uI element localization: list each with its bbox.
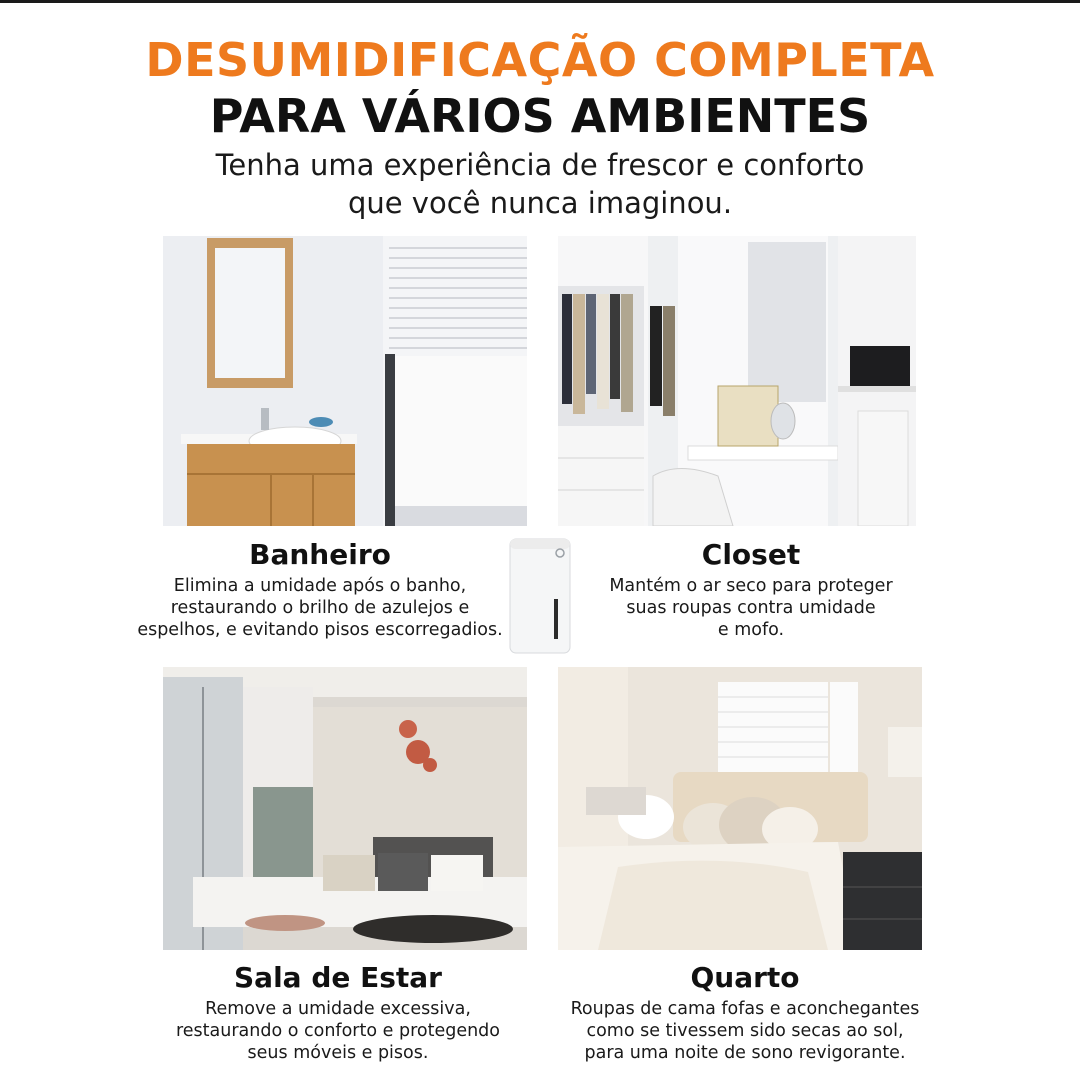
- room-description-line: espelhos, e evitando pisos escorregadios.: [137, 620, 503, 640]
- subtitle-line-2: que você nunca imaginou.: [347, 186, 733, 220]
- room-description-sala-de-estar: [148, 998, 528, 1064]
- living-room-photo: [163, 667, 527, 950]
- headline-secondary: PARA VÁRIOS AMBIENTES: [209, 89, 871, 143]
- room-description-line: e mofo.: [717, 620, 785, 640]
- room-description-line: Remove a umidade excessiva,: [205, 999, 471, 1019]
- room-description-line: restaurando o brilho de azulejos e: [170, 598, 470, 618]
- room-description-line: para uma noite de sono revigorante.: [584, 1043, 906, 1063]
- room-title-quarto: Quarto: [690, 961, 800, 994]
- subtitle-line-1: Tenha uma experiência de frescor e conforto: [215, 148, 865, 182]
- room-description-quarto: [540, 998, 950, 1064]
- room-description-closet: [576, 575, 926, 641]
- room-title-closet: Closet: [701, 538, 801, 571]
- room-description-line: seus móveis e pisos.: [247, 1043, 429, 1063]
- room-description-line: Mantém o ar seco para proteger: [609, 576, 893, 596]
- headline-primary: DESUMIDIFICAÇÃO COMPLETA: [145, 33, 935, 87]
- room-description-line: Roupas de cama fofas e aconchegantes: [570, 999, 920, 1019]
- closet-photo: [558, 236, 916, 526]
- room-description-banheiro: [120, 575, 520, 641]
- bathroom-photo: [163, 236, 527, 526]
- room-description-line: Elimina a umidade após o banho,: [173, 576, 467, 596]
- subtitle: [0, 146, 1080, 222]
- room-description-line: suas roupas contra umidade: [626, 598, 876, 618]
- room-title-sala-de-estar: Sala de Estar: [234, 961, 442, 994]
- room-title-banheiro: Banheiro: [249, 538, 391, 571]
- room-description-line: restaurando o conforto e protegendo: [175, 1021, 500, 1041]
- room-description-line: como se tivessem sido secas ao sol,: [586, 1021, 904, 1041]
- bedroom-photo: [558, 667, 922, 950]
- top-border: [0, 0, 1080, 3]
